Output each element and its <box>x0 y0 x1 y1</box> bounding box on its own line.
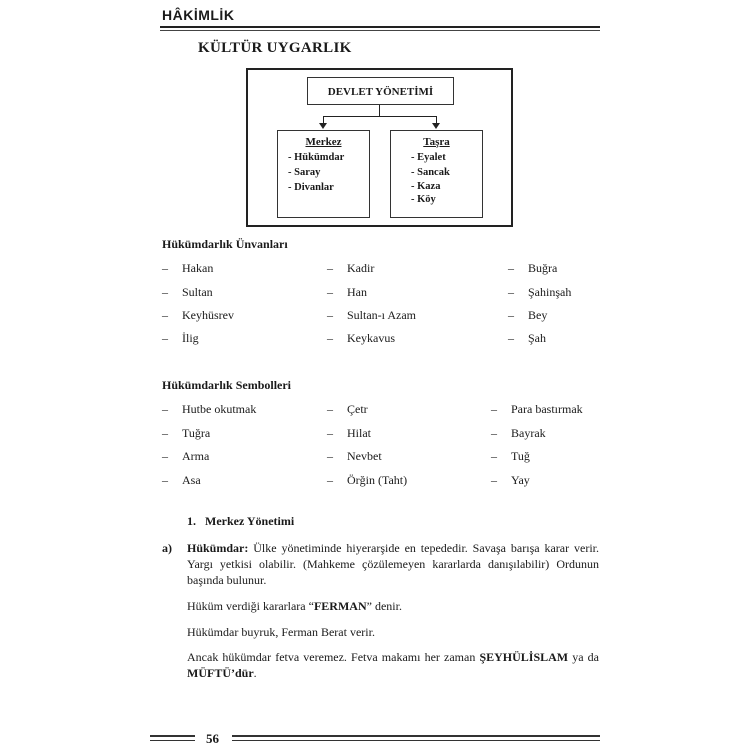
diagram-tasra-box <box>390 130 483 218</box>
list-item: – Çetr <box>327 402 368 416</box>
tasra-item: - Kaza <box>411 181 441 192</box>
list-item: – Kadir <box>327 261 375 275</box>
item-label: a) <box>162 541 172 555</box>
footer-rule-thin <box>232 740 600 741</box>
list-item: – Bey <box>508 308 548 322</box>
government-diagram <box>246 68 513 227</box>
diagram-root-box: DEVLET YÖNETİMİ <box>307 77 454 105</box>
connector-vertical <box>379 105 380 116</box>
merkez-item: - Saray <box>288 167 321 178</box>
list-item: – Sultan <box>162 285 213 299</box>
fetva-paragraph: Ancak hükümdar fetva veremez. Fetva makamı her zaman ŞEYHÜLİSLAM ya da MÜFTÜ’dür. <box>187 650 599 680</box>
list-item: – Para bastırmak <box>491 402 583 416</box>
tasra-item: - Köy <box>411 194 436 205</box>
list-item: – Asa <box>162 473 201 487</box>
item-a-paragraph <box>187 540 599 588</box>
arrow-down-icon <box>432 123 440 129</box>
list-item: – Şah <box>508 331 546 345</box>
numbered-heading <box>187 514 294 529</box>
header-rule <box>160 26 600 28</box>
list-item: – Buğra <box>508 261 558 275</box>
merkez-item: - Hükümdar <box>288 152 345 163</box>
header-rule-thin <box>160 30 600 31</box>
ferman-paragraph: Hüküm verdiği kararlara “FERMAN” denir. <box>187 599 402 613</box>
list-item: – Hakan <box>162 261 214 275</box>
tasra-heading: Taşra <box>423 136 450 148</box>
heading-text: Merkez Yönetimi <box>205 514 295 528</box>
footer-rule <box>150 735 195 737</box>
item-a-term: Hükümdar: <box>187 541 249 555</box>
merkez-heading: Merkez <box>305 136 342 148</box>
item-a-text: Ülke yönetiminde hiyerarşide en tepededir. Savaşa barışa karar verir. Yargı yetkisi olabilir. (Mahkeme çözülemeyen kararlarda danışılabilir) Ordunun başında bulunur. <box>187 541 599 587</box>
list-item: – Keykavus <box>327 331 395 345</box>
running-header: HÂKİMLİK <box>162 7 235 23</box>
tasra-item: - Eyalet <box>411 152 446 163</box>
page-number: 56 <box>206 731 219 746</box>
list-item: – Hilat <box>327 426 371 440</box>
list-item: – Sultan-ı Azam <box>327 308 416 322</box>
list-item: – Örğin (Taht) <box>327 473 408 487</box>
footer-rule <box>232 735 600 737</box>
arrow-down-icon <box>319 123 327 129</box>
list-item: – Hutbe okutmak <box>162 402 257 416</box>
list-item: – Keyhüsrev <box>162 308 234 322</box>
connector-horizontal <box>323 116 437 117</box>
list-item: – Tuğ <box>491 449 530 463</box>
list-item: – Han <box>327 285 367 299</box>
list-item: – Şahinşah <box>508 285 572 299</box>
merkez-item: - Divanlar <box>288 182 334 193</box>
list-item: – İlig <box>162 331 199 345</box>
buyruk-paragraph: Hükümdar buyruk, Ferman Berat verir. <box>187 625 375 639</box>
tasra-item: - Sancak <box>411 167 450 178</box>
list-item: – Tuğra <box>162 426 211 440</box>
list-item: – Bayrak <box>491 426 546 440</box>
semboller-heading: Hükümdarlık Sembolleri <box>162 378 292 392</box>
unvanlar-heading: Hükümdarlık Ünvanları <box>162 237 288 251</box>
heading-number: 1. <box>187 514 196 528</box>
section-title: KÜLTÜR UYGARLIK <box>198 40 352 56</box>
diagram-merkez-box <box>277 130 370 218</box>
list-item: – Arma <box>162 449 210 463</box>
footer-rule-thin <box>150 740 195 741</box>
list-item: – Yay <box>491 473 530 487</box>
list-item: – Nevbet <box>327 449 382 463</box>
